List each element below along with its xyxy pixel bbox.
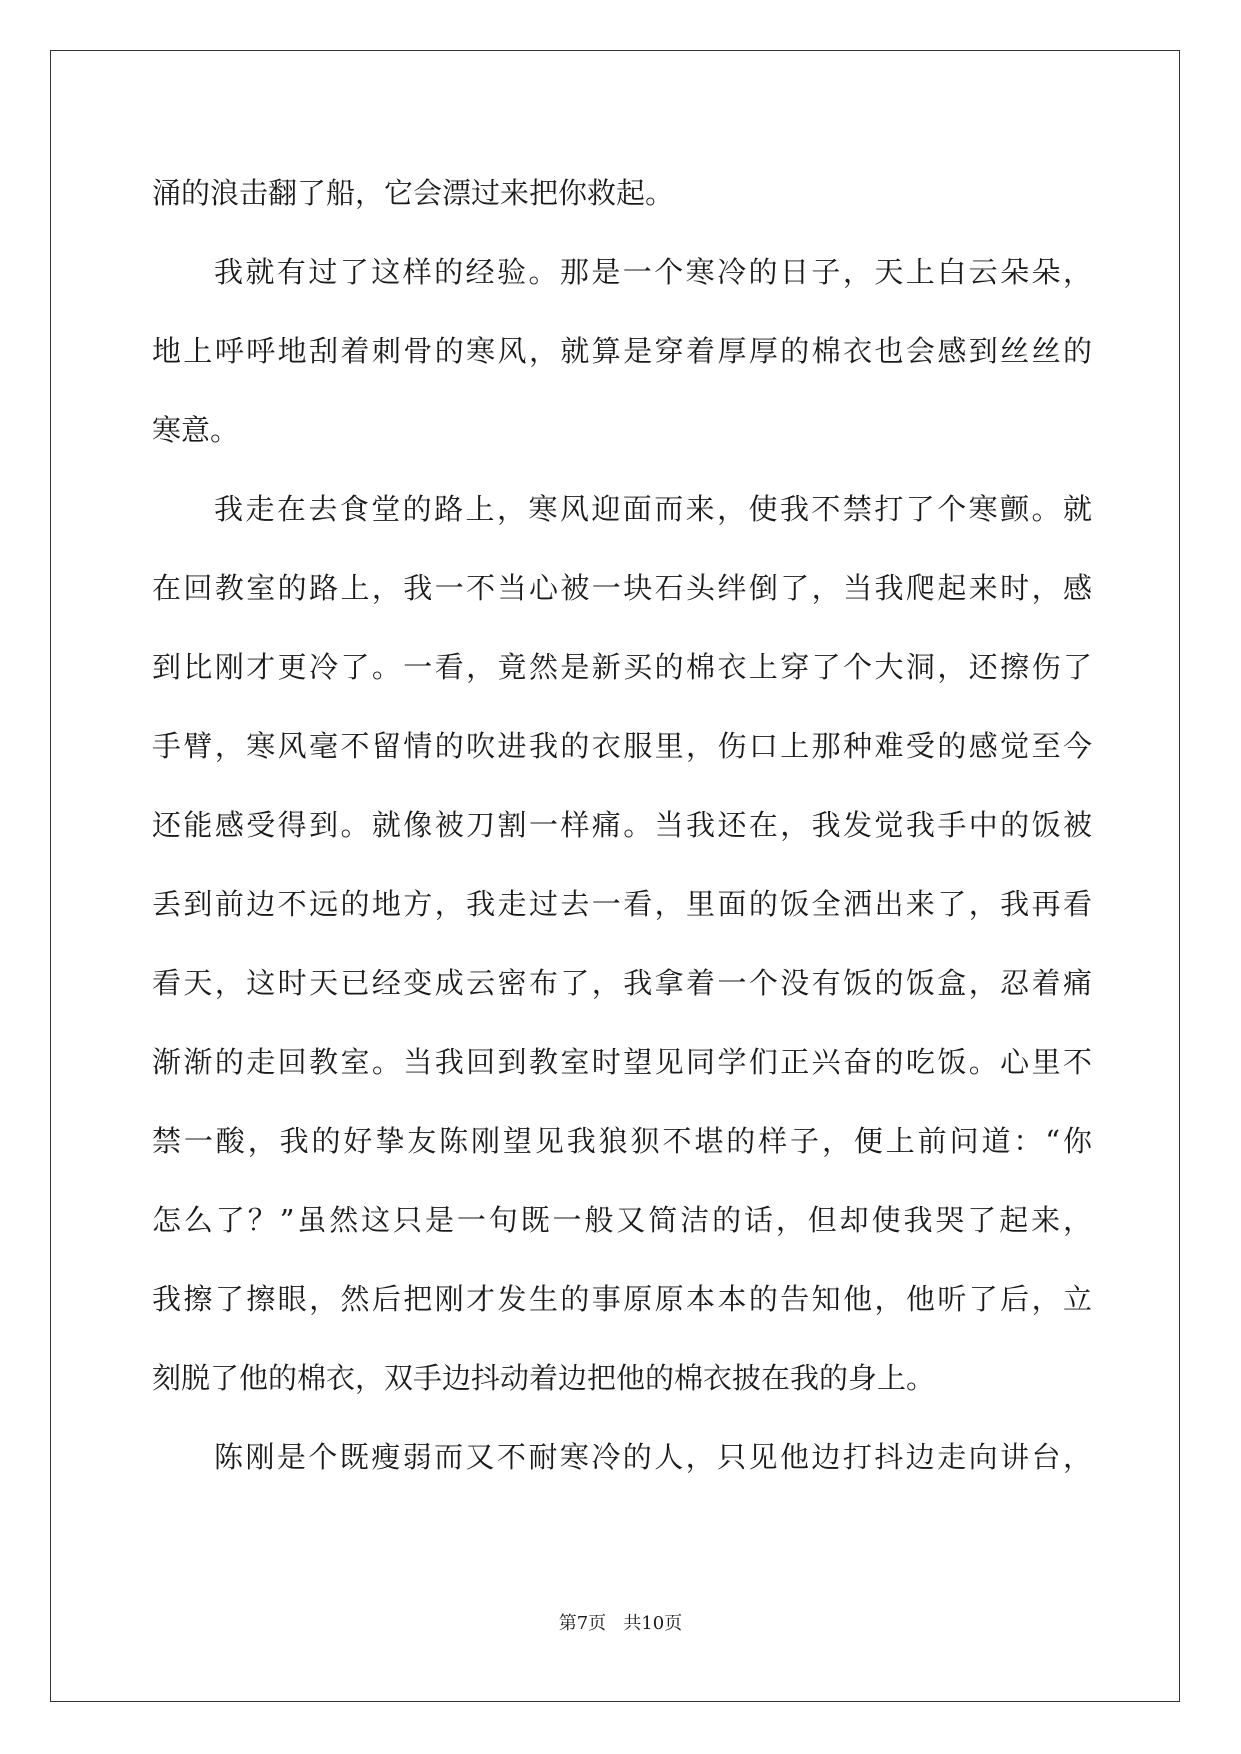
text-line: 手臂，寒风毫不留情的吹进我的衣服里，伤口上那种难受的感觉至今 — [152, 729, 1092, 763]
text-line: 刻脱了他的棉衣，双手边抖动着边把他的棉衣披在我的身上。 — [152, 1361, 936, 1395]
text-line: 到比刚才更冷了。一看，竟然是新买的棉衣上穿了个大洞，还擦伤了 — [152, 650, 1092, 684]
text-line: 还能感受得到。就像被刀割一样痛。当我还在，我发觉我手中的饭被 — [152, 808, 1092, 842]
text-line: 丢到前边不远的地方，我走过去一看，里面的饭全洒出来了，我再看 — [152, 887, 1092, 921]
paragraph-first-line: 我就有过了这样的经验。那是一个寒冷的日子，天上白云朵朵， — [214, 255, 1092, 289]
text-line: 地上呼呼地刮着刺骨的寒风，就算是穿着厚厚的棉衣也会感到丝丝的 — [152, 334, 1092, 368]
total-pages: 共10页 — [623, 1613, 683, 1634]
text-line: 渐渐的走回教室。当我回到教室时望见同学们正兴奋的吃饭。心里不 — [152, 1045, 1092, 1079]
text-line: 在回教室的路上，我一不当心被一块石头绊倒了，当我爬起来时，感 — [152, 571, 1092, 605]
footer-gap — [606, 1613, 623, 1634]
text-line: 涌的浪击翻了船，它会漂过来把你救起。 — [152, 176, 675, 210]
body-text — [152, 162, 1092, 1505]
text-line: 禁一酸，我的好挚友陈刚望见我狼狈不堪的样子，便上前问道：“你 — [152, 1124, 1092, 1158]
text-line: 看天，这时天已经变成云密布了，我拿着一个没有饭的饭盒，忍着痛 — [152, 966, 1092, 1000]
text-line: 我擦了擦眼，然后把刚才发生的事原原本本的告知他，他听了后，立 — [152, 1282, 1092, 1316]
paragraph-first-line: 我走在去食堂的路上，寒风迎面而来，使我不禁打了个寒颤。就 — [214, 492, 1092, 526]
text-line: 寒意。 — [152, 413, 240, 447]
page-footer — [0, 1612, 1241, 1636]
page-number: 第7页 — [558, 1613, 607, 1634]
paragraph-first-line: 陈刚是个既瘦弱而又不耐寒冷的人，只见他边打抖边走向讲台， — [214, 1440, 1092, 1474]
text-line: 怎么了？”虽然这只是一句既一般又简洁的话，但却使我哭了起来， — [152, 1203, 1092, 1237]
